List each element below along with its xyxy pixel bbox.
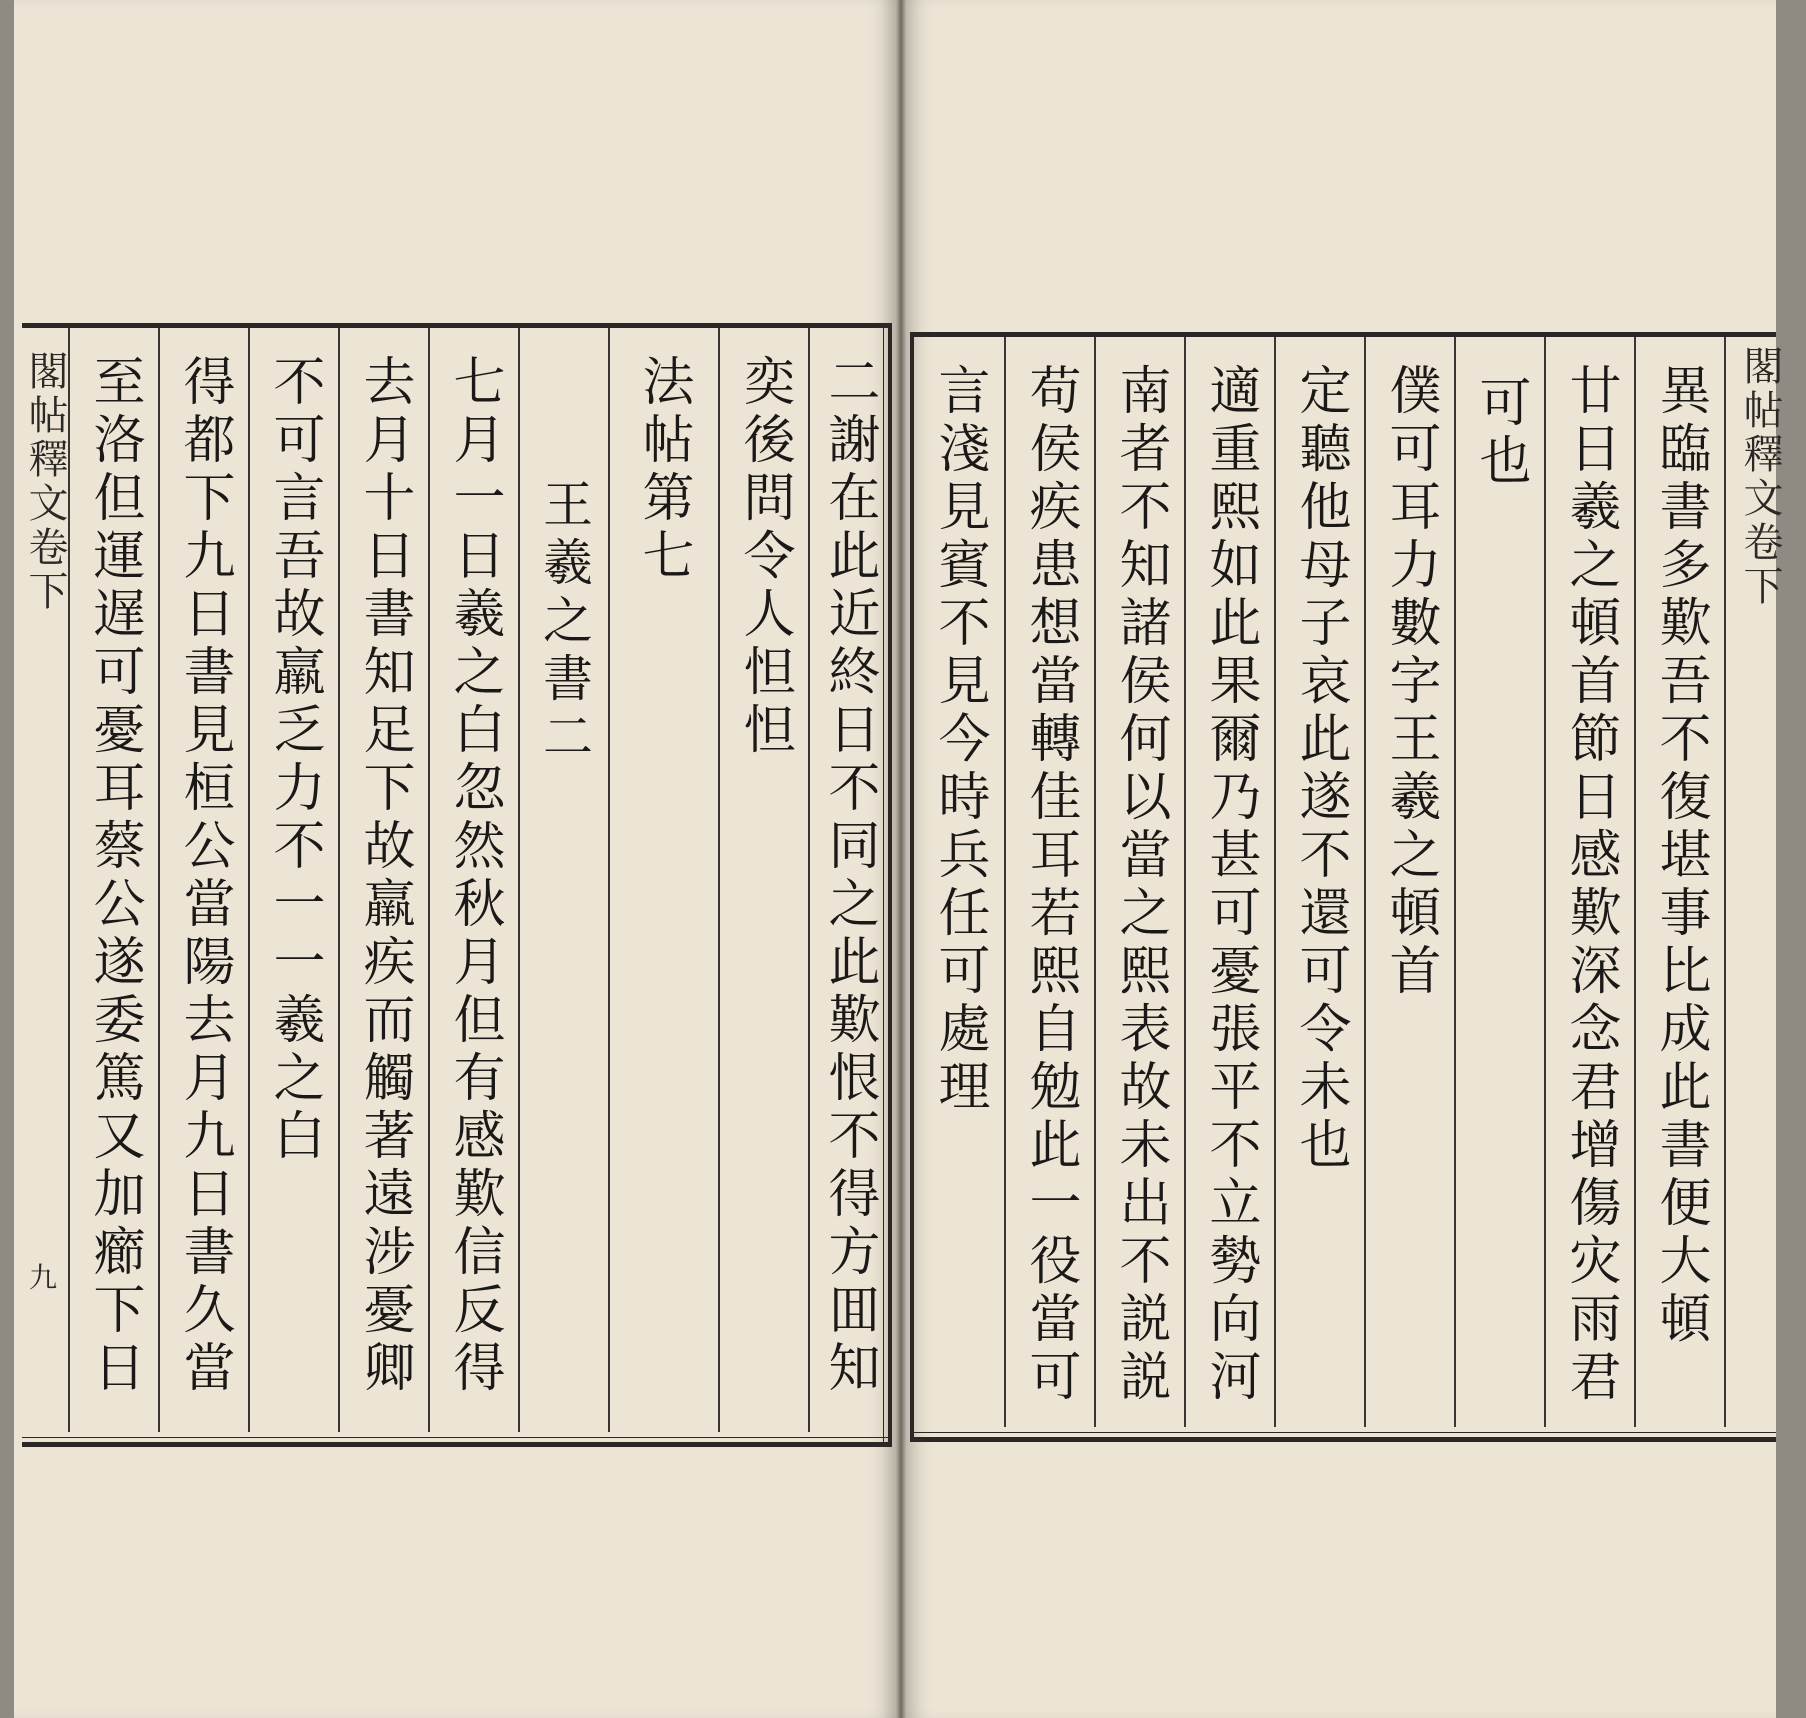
right-margin-label: 閣帖釋文卷下 (1737, 345, 1783, 609)
column-1 (808, 328, 888, 1432)
column-2 (718, 328, 808, 1432)
column-6 (428, 328, 518, 1432)
column-text: 得都下九日書見桓公當陽去月九日書久當 (174, 354, 234, 1398)
column-text: 可也 (1470, 375, 1530, 491)
column-8 (248, 328, 338, 1432)
right-column-8 (1004, 337, 1094, 1427)
column-text: 廿日羲之頓首節日感歎深念君增傷灾雨君 (1560, 363, 1620, 1407)
column-text: 南者不知諸侯何以當之熙表故未出不説説 (1110, 363, 1170, 1407)
column-text: 至洛但運遅可憂耳蔡公遂委篤又加癤下日 (84, 354, 144, 1398)
book-gutter (896, 0, 906, 1718)
column-text: 苟侯疾患想當轉佳耳若熙自勉此一役當可 (1020, 363, 1080, 1407)
column-heading: 王羲之書二 (535, 478, 593, 768)
right-column-3 (1454, 337, 1544, 1427)
column-text: 僕可耳力數字王羲之頓首 (1380, 363, 1440, 1001)
column-5 (518, 328, 608, 1432)
right-column-4 (1364, 337, 1454, 1427)
right-text-frame (910, 332, 1776, 1442)
right-column-2 (1544, 337, 1634, 1427)
right-column-7 (1094, 337, 1184, 1427)
folio-number: 九 (28, 1261, 57, 1294)
section-title: 法帖第七 (633, 354, 693, 586)
column-text: 適重熙如此果爾乃甚可憂張平不立勢向河 (1200, 363, 1260, 1407)
column-text: 言淺見賓不見今時兵任可處理 (929, 363, 989, 1117)
column-7 (338, 328, 428, 1432)
column-text: 七月一日羲之白忽然秋月但有感歎信反得 (444, 354, 504, 1398)
right-column-6 (1184, 337, 1274, 1427)
left-text-frame (22, 323, 892, 1447)
column-text: 不可言吾故羸乏力不一一羲之白 (264, 354, 324, 1166)
right-column-1 (1634, 337, 1724, 1427)
left-margin-label: 閣帖釋文卷下 (22, 350, 68, 614)
column-text: 二謝在此近終日不同之此歎恨不得方囬知 (819, 354, 879, 1398)
column-text: 定聽他母子哀此遂不還可令未也 (1290, 363, 1350, 1175)
column-3 (628, 328, 698, 1432)
column-text: 異臨書多歎吾不復堪事比成此書便大頓 (1650, 363, 1710, 1349)
column-10 (68, 328, 158, 1432)
column-text: 奕後問令人怛怛 (734, 354, 794, 760)
column-9 (158, 328, 248, 1432)
right-column-5 (1274, 337, 1364, 1427)
right-column-9 (914, 337, 1004, 1427)
column-text: 去月十日書知足下故羸疾而觸著遠涉憂卿 (354, 354, 414, 1398)
